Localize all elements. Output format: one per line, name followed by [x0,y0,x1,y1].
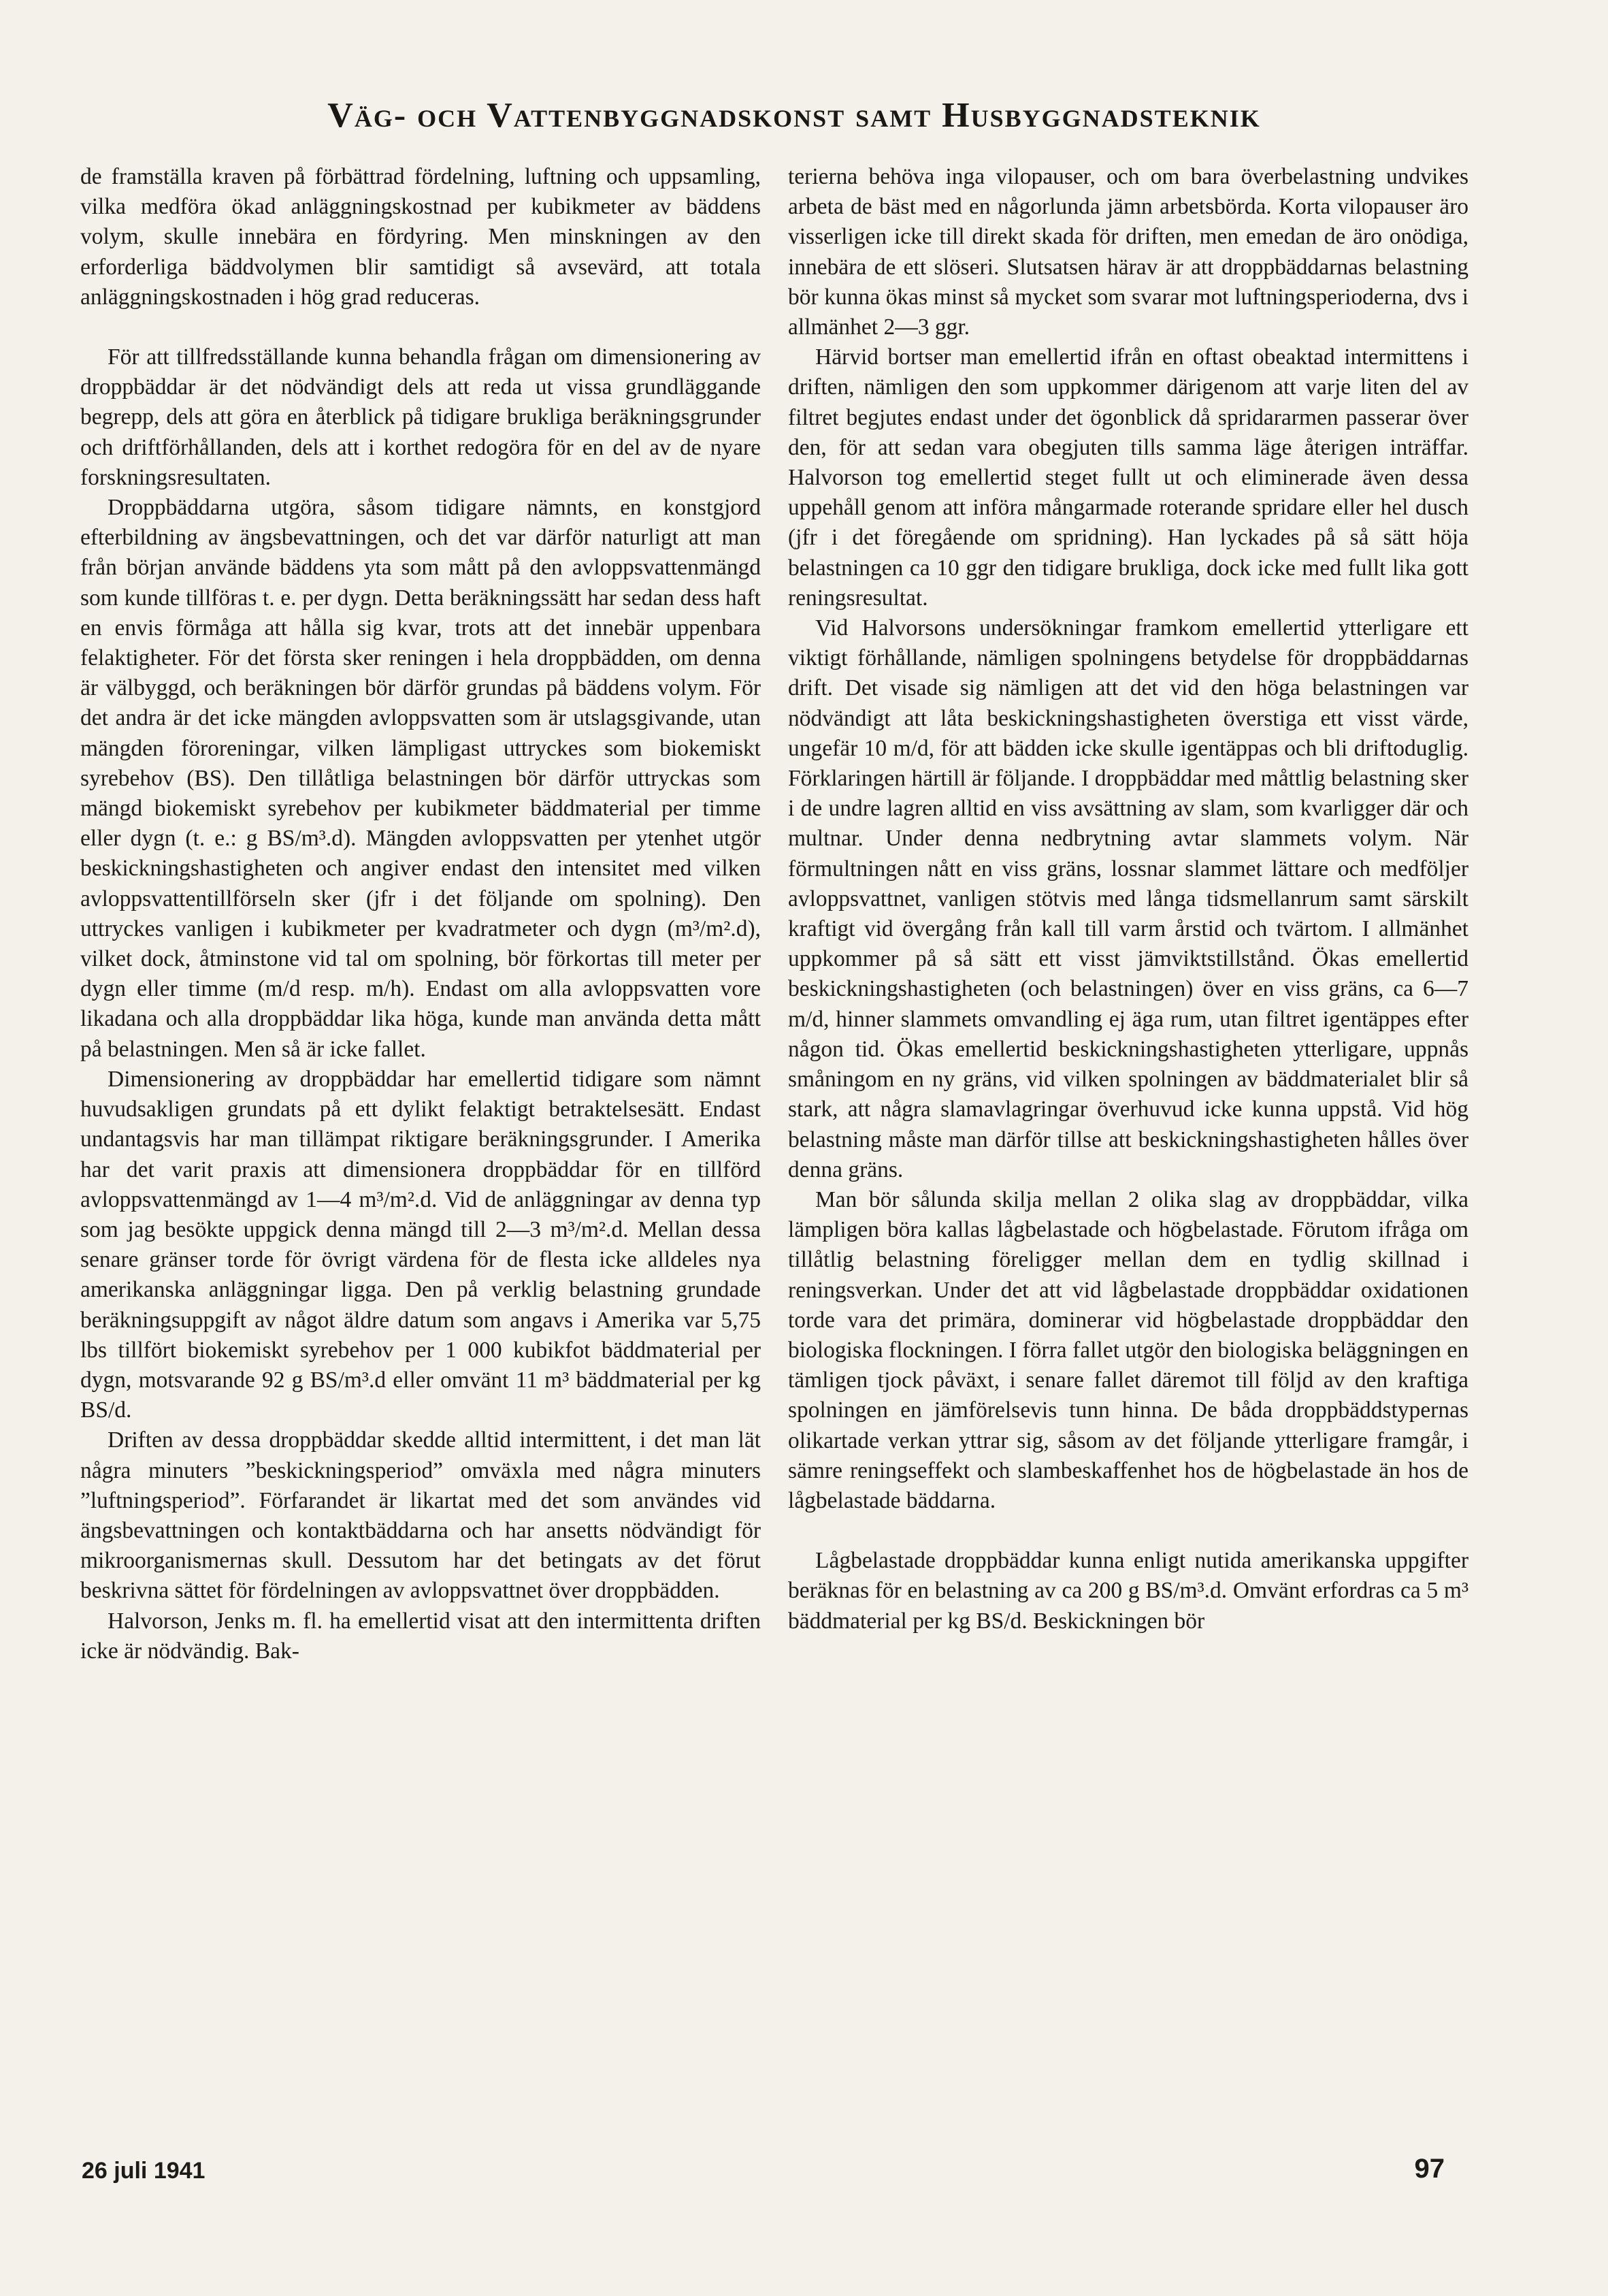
left-column [80,162,761,1666]
paragraph: Härvid bortser man emellertid ifrån en oftast obeaktad intermittens i driften, nämligen den som uppkommer därigenom att varje liten del av filtret begjutes endast under det ögonblick då spridararmen passerar över den, för att sedan vara obegjuten tills samma läge återigen inträffar. Halvorson tog emellertid steget fullt ut och eliminerade även dessa uppehåll genom att införa mångarmade roterande spridare eller hel dusch (jfr i det föregående om spridning). Han lyckades på så sätt höja belastningen ca 10 ggr den tidigare brukliga, dock icke med fullt lika gott reningsresultat. [788,344,1468,611]
running-header: Väg- och Vattenbyggnadskonst samt Husbyggnadsteknik [327,96,1261,135]
paragraph: Dimensionering av droppbäddar har emellertid tidigare som nämnt huvudsakligen grundats på ett dylikt felaktigt betraktelsesätt. Endast undantagsvis har man tillämpat riktigare beräkningsgrunder. I Amerika har det varit praxis att dimensionera droppbäddar för en tillförd avloppsvattenmängd av 1—4 m³/m².d. Vid de anläggningar av denna typ som jag besökte uppgick denna mängd till 2—3 m³/m².d. Mellan dessa senare gränser torde för övrigt värdena för de flesta icke alldeles nya amerikanska anläggningar ligga. Den på verklig belastning grundade beräkningsuppgift av något äldre datum som angavs i Amerika var 5,75 lbs tillfört biokemiskt syrebehov per 1 000 kubikfot bäddmaterial per dygn, motsvarande 92 g BS/m³.d eller omvänt 11 m³ bäddmaterial per kg BS/d. [80,1066,761,1423]
page-number: 97 [1414,2154,1445,2184]
paragraph: de framställa kraven på förbättrad fördelning, luftning och uppsamling, vilka medföra ökad anläggningskostnad per kubikmeter av bäddens volym, skulle innebära en fördyring. Men minskningen av den erforderliga bäddvolymen blir samtidigt så avsevärd, att totala anläggningskostnaden i hög grad reduceras. [80,164,761,310]
paragraph: Man bör sålunda skilja mellan 2 olika slag av droppbäddar, vilka lämpligen böra kallas lågbelastade och högbelastade. Förutom ifråga om tillåtlig belastning föreligger mellan dem en tydlig skillnad i reningsverkan. Under det att vid lågbelastade droppbäddar oxidationen torde vara det primära, dominerar vid högbelastade droppbäddar den biologiska flockningen. I förra fallet utgör den biologiska beläggningen en tämligen tjock påväxt, i senare fallet däremot till följd av den kraftiga spolningen en jämförelsevis tunn hinna. De båda droppbäddstypernas olikartade verkan yttrar sig, såsom av det följande ytterligare framgår, i sämre reningseffekt och slambeskaffenhet hos de högbelastade än hos de lågbelastade bäddarna. [788,1186,1468,1513]
right-column [788,162,1468,1636]
paragraph: terierna behöva inga vilopauser, och om bara överbelastning undvikes arbeta de bäst med en någorlunda jämn arbetsbörda. Korta vilopauser äro visserligen icke till direkt skada för driften, men emedan de äro onödiga, innebära de ett slöseri. Slutsatsen härav är att droppbäddarnas belastning bör kunna ökas minst så mycket som svarar mot luftningsperioderna, dvs i allmänhet 2—3 ggr. [788,164,1468,340]
paragraph: Lågbelastade droppbäddar kunna enligt nutida amerikanska uppgifter beräknas för en belastning av ca 200 g BS/m³.d. Omvänt erfordras ca 5 m³ bäddmaterial per kg BS/d. Beskickningen bör [788,1548,1468,1634]
paragraph: För att tillfredsställande kunna behandla frågan om dimensionering av droppbäddar är det nödvändigt dels att reda ut vissa grundläggande begrepp, dels att göra en återblick på tidigare brukliga beräkningsgrunder och driftförhållanden, dels att i korthet redogöra för en del av de nyare forskningsresultaten. [80,344,761,490]
paragraph: Halvorson, Jenks m. fl. ha emellertid visat att den intermittenta driften icke är nödvändig. Bak- [80,1608,761,1664]
issue-date: 26 juli 1941 [82,2158,206,2184]
paragraph: Driften av dessa droppbäddar skedde alltid intermittent, i det man lät några minuters ”beskickningsperiod” omväxla med några minuters ”luftningsperiod”. Förfarandet är likartat med det som användes vid ängsbevattningen och kontaktbäddarna och har ansetts nödvändigt för mikroorganismernas skull. Dessutom har det betingats av det förut beskrivna sättet för fördelningen av avloppsvattnet över droppbädden. [80,1427,761,1604]
paragraph: Droppbäddarna utgöra, såsom tidigare nämnts, en konstgjord efterbildning av ängsbevattningen, och det var därför naturligt att man från början använde bäddens yta som mått på den avloppsvattenmängd som kunde tillföras t. e. per dygn. Detta beräkningssätt har sedan dess haft en envis förmåga att hålla sig kvar, trots att det innebär uppenbara felaktigheter. För det första sker reningen i hela droppbädden, om denna är välbyggd, och beräkningen bör därför grundas på bäddens volym. För det andra är det icke mängden avloppsvatten som är utslagsgivande, utan mängden föroreningar, vilken lämpligast uttryckes som biokemiskt syrebehov (BS). Den tillåtliga belastningen bör därför uttryckas som mängd biokemiskt syrebehov per kubikmeter bäddmaterial per timme eller dygn (t. e.: g BS/m³.d). Mängden avloppsvatten per ytenhet utgör beskickningshastigheten och angiver endast den intensitet med vilken avloppsvattentillförseln sker (jfr i det följande om spolning). Den uttryckes vanligen i kubikmeter per kvadratmeter och dygn (m³/m².d), vilket dock, åtminstone vid tal om spolning, bör förkortas till meter per dygn eller timme (m/d resp. m/h). Endast om alla avloppsvatten vore likadana och alla droppbäddar lika höga, kunde man använda detta mått på belastningen. Men så är icke fallet. [80,495,761,1062]
paragraph: Vid Halvorsons undersökningar framkom emellertid ytterligare ett viktigt förhållande, nämligen spolningens betydelse för droppbäddarnas drift. Det visade sig nämligen att det vid den höga belastningen var nödvändigt att låta beskickningshastigheten överstiga ett visst värde, ungefär 10 m/d, för att bädden icke skulle igentäppas och bli driftoduglig. Förklaringen härtill är följande. I droppbäddar med måttlig belastning sker i de undre lagren alltid en viss avsättning av slam, som kvarligger där och multnar. Under denna nedbrytning avtar slammets volym. När förmultningen nått en viss gräns, lossnar slammet lättare och medföljer avloppsvattnet, vanligen stötvis med långa tidsmellanrum samt särskilt kraftigt vid övergång från kall till varm årstid och tvärtom. I allmänhet uppkommer på så sätt ett visst jämviktstillstånd. Ökas emellertid beskickningshastigheten (och belastningen) över en viss gräns, ca 6—7 m/d, hinner slammets omvandling ej äga rum, utan filtret igentäppes efter någon tid. Ökas emellertid beskickningshastigheten ytterligare, uppnås småningom en ny gräns, vid vilken spolningen av bäddmaterialet blir så stark, att några slamavlagringar överhuvud icke kunna uppstå. Vid hög belastning måste man därför tillse att beskickningshastigheten hålles över denna gräns. [788,615,1468,1182]
